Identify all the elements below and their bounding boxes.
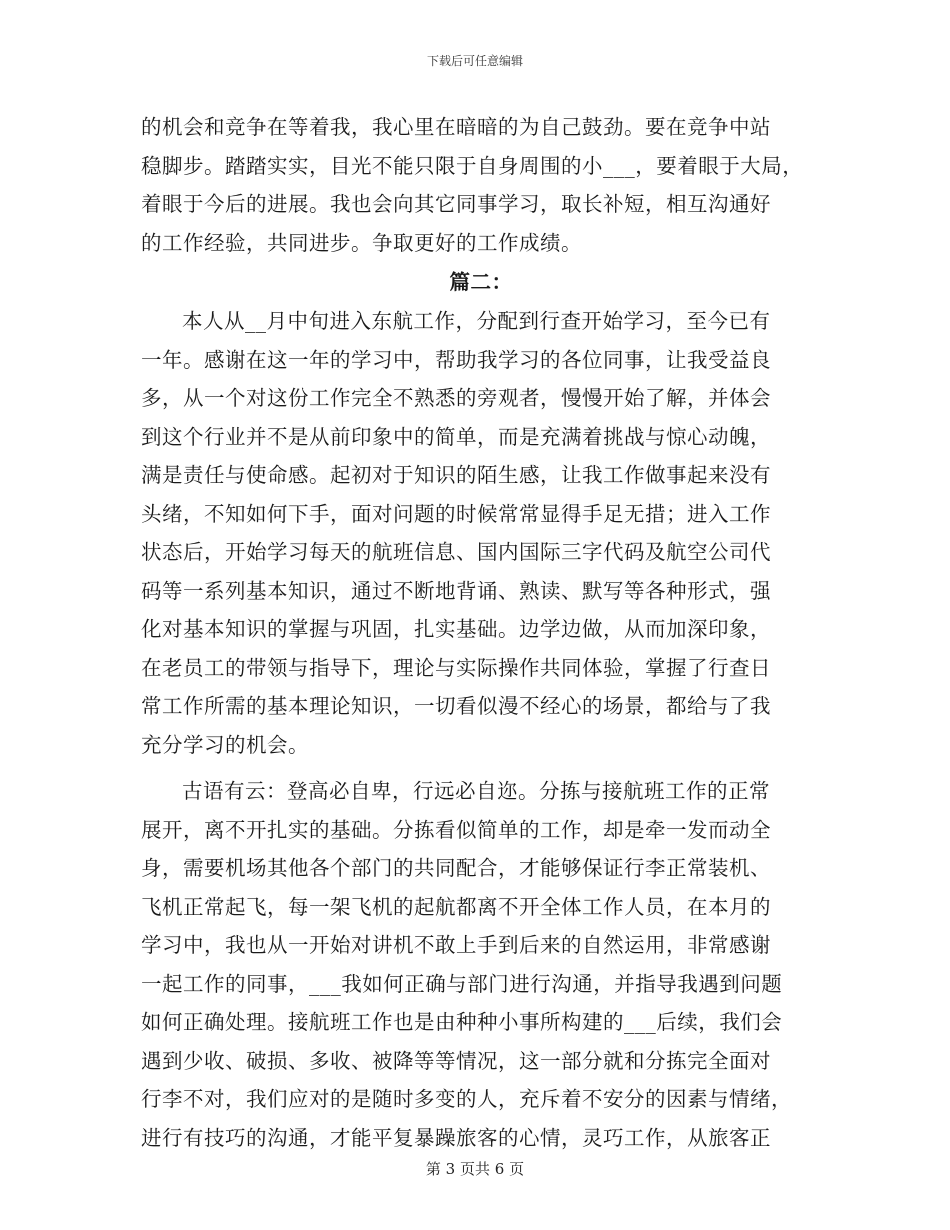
text-line: 化对基本知识的掌握与巩固，扎实基础。边学边做，从而加深印象， xyxy=(141,617,771,641)
text-line: 遇到少收、破损、多收、被降等等情况，这一部分就和分拣完全面对 xyxy=(141,1048,771,1073)
page-footer: 第 3 页共 6 页 xyxy=(425,1160,525,1178)
text-line: 一年。感谢在这一年的学习中，帮助我学习的各位同事，让我受益良 xyxy=(141,347,771,372)
text-line: 本人从__月中旬进入东航工作，分配到行查开始学习，至今已有 xyxy=(182,309,771,333)
text-line: 到这个行业并不是从前印象中的简单，而是充满着挑战与惊心动魄， xyxy=(141,424,771,449)
text-line: 在老员工的带领与指导下，理论与实际操作共同体验，掌握了行查日 xyxy=(141,655,771,680)
paragraph-gap xyxy=(141,764,821,772)
text-line: 身，需要机场其他各个部门的共同配合，才能够保证行李正常装机、 xyxy=(141,856,771,880)
section-heading: 篇二： xyxy=(449,270,513,294)
text-line: 头绪，不知如何下手，面对问题的时候常常显得手足无措；进入工作 xyxy=(141,501,771,526)
text-line: 行李不对，我们应对的是随时多变的人，充斥着不安分的因素与情绪， xyxy=(141,1087,792,1111)
paragraph-3 xyxy=(141,772,821,1157)
text-line: 稳脚步。踏踏实实，目光不能只限于自身周围的小___，要着眼于大局， xyxy=(141,153,804,178)
text-line: 飞机正常起飞，每一架飞机的起航都离不开全体工作人员，在本月的 xyxy=(141,894,771,919)
text-line: 如何正确处理。接航班工作也是由种种小事所构建的___后续，我们会 xyxy=(141,1010,783,1034)
text-line: 展开，离不开扎实的基础。分拣看似简单的工作，却是牵一发而动全 xyxy=(141,817,771,842)
text-line: 一起工作的同事，___我如何正确与部门进行沟通，并指导我遇到问题 xyxy=(141,971,783,996)
text-line: 多，从一个对这份工作完全不熟悉的旁观者，慢慢开始了解，并体会 xyxy=(141,386,771,410)
text-line: 码等一系列基本知识，通过不断地背诵、熟读、默写等各种形式，强 xyxy=(141,578,771,603)
paragraph-2 xyxy=(141,302,821,764)
text-line: 的工作经验，共同进步。争取更好的工作成绩。 xyxy=(141,230,582,255)
text-line: 状态后，开始学习每天的航班信息、国内国际三字代码及航空公司代 xyxy=(141,540,771,564)
page-header: 下载后可任意编辑 xyxy=(426,54,523,68)
text-line: 充分学习的机会。 xyxy=(141,732,309,757)
text-line: 常工作所需的基本理论知识，一切看似漫不经心的场景，都给与了我 xyxy=(141,694,771,718)
text-line: 古语有云：登高必自卑，行远必自迩。分拣与接航班工作的正常 xyxy=(182,779,770,803)
text-line: 着眼于今后的进展。我也会向其它同事学习，取长补短，相互沟通好 xyxy=(141,192,771,216)
text-line: 满是责任与使命感。起初对于知识的陌生感，让我工作做事起来没有 xyxy=(141,463,771,487)
text-line: 学习中，我也从一开始对讲机不敢上手到后来的自然运用，非常感谢 xyxy=(141,933,771,957)
text-line: 的机会和竞争在等着我，我心里在暗暗的为自己鼓劲。要在竞争中站 xyxy=(141,115,771,139)
text-line: 进行有技巧的沟通，才能平复暴躁旅客的心情，灵巧工作，从旅客正 xyxy=(141,1125,771,1150)
paragraph-1 xyxy=(141,108,821,262)
document-body xyxy=(141,108,821,1157)
